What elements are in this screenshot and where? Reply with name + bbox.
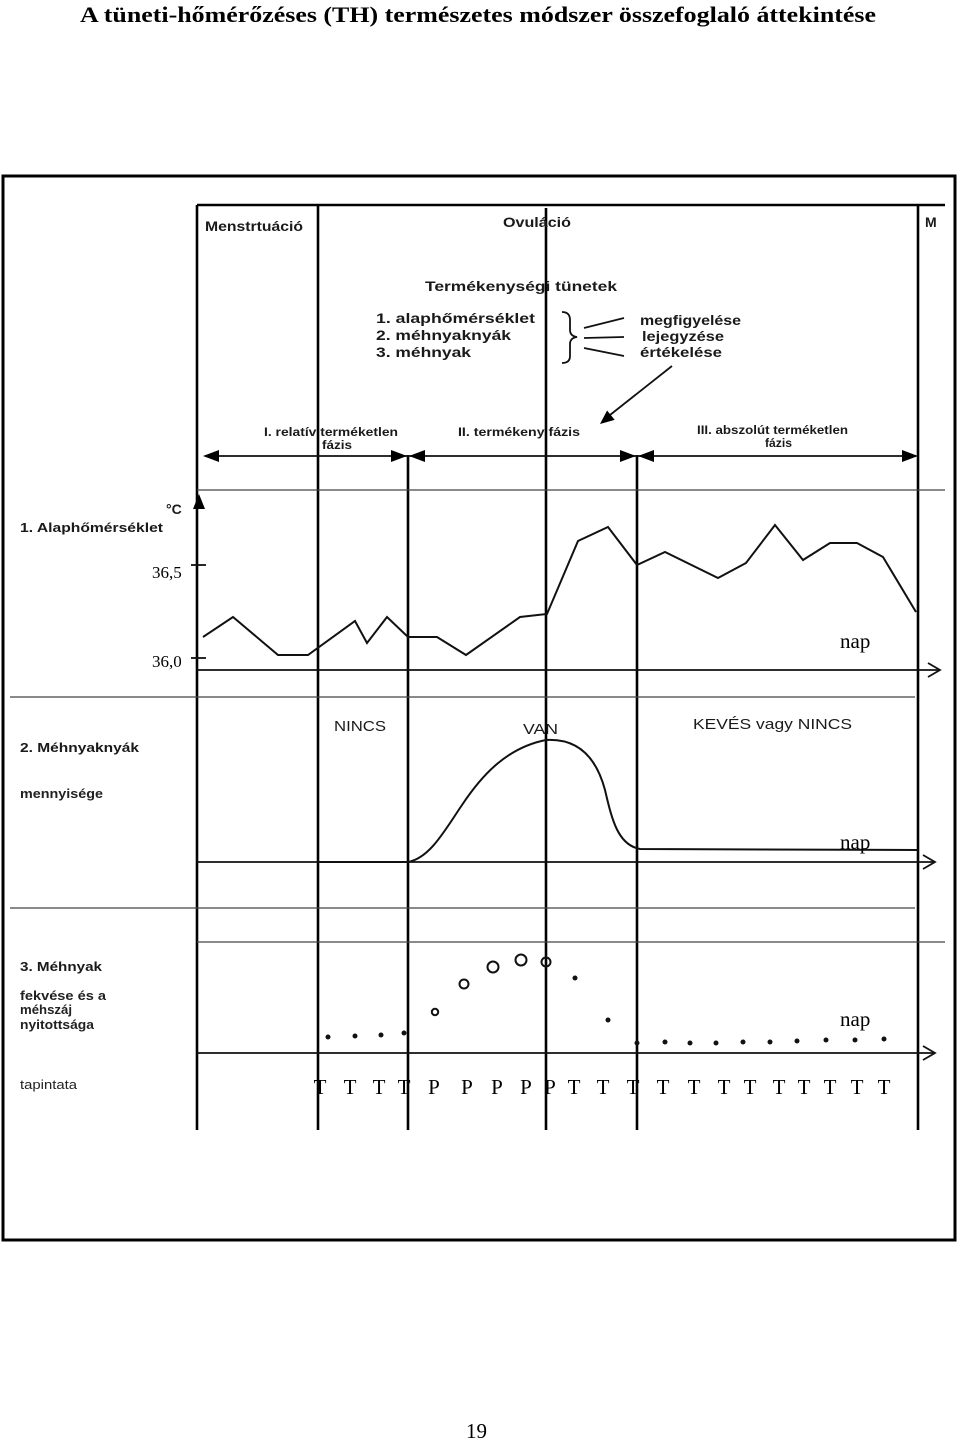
palpation-mark: P xyxy=(544,1075,556,1099)
x-axis-label: nap xyxy=(840,1007,871,1031)
palpation-mark: T xyxy=(343,1075,357,1099)
cervix-marker-closed xyxy=(573,976,578,981)
cervix-marker-closed xyxy=(326,1035,331,1040)
phase-3-label-line2: fázis xyxy=(765,436,793,450)
section-cervix xyxy=(20,955,935,1100)
y-axis-arrowhead xyxy=(193,494,205,509)
palpation-mark: P xyxy=(428,1075,440,1099)
palpation-mark: T xyxy=(717,1075,731,1099)
cervix-marker-closed xyxy=(882,1037,887,1042)
palpation-mark: T xyxy=(850,1075,864,1099)
cervix-marker-closed xyxy=(635,1041,640,1046)
cervix-marker-closed xyxy=(714,1041,719,1046)
phase-arrowhead xyxy=(638,450,654,462)
section-2-label: 2. Méhnyaknyák xyxy=(20,740,140,755)
page-title: A tüneti-hőmérőzéses (TH) természetes módszer összefoglaló áttekintése xyxy=(80,2,877,27)
section-3-sublabel: méhszáj xyxy=(20,1003,72,1017)
cervix-marker-closed xyxy=(741,1040,746,1045)
section-3-sublabel: fekvése és a xyxy=(20,989,108,1003)
palpation-mark: T xyxy=(772,1075,786,1099)
cervix-marker-closed xyxy=(402,1031,407,1036)
symptoms-heading: Termékenységi tünetek xyxy=(425,278,618,294)
section-basal-temperature xyxy=(20,494,940,677)
palpation-mark: T xyxy=(596,1075,610,1099)
phase-1-label: I. relatív terméketlen xyxy=(264,425,398,439)
cervix-marker-closed xyxy=(379,1033,384,1038)
phase-arrowhead xyxy=(620,450,636,462)
cervix-marker-open xyxy=(516,955,527,966)
section-3-sublabel: nyitottsága xyxy=(20,1018,96,1032)
palpation-mark: T xyxy=(626,1075,640,1099)
palpation-mark: P xyxy=(491,1075,503,1099)
ovulation-label: Ovuláció xyxy=(503,214,571,230)
cervix-marker-closed xyxy=(353,1034,358,1039)
palpation-mark: T xyxy=(687,1075,701,1099)
palpation-mark: P xyxy=(520,1075,532,1099)
mucus-state-low: KEVÉS vagy NINCS xyxy=(693,716,852,733)
mucus-state-none: NINCS xyxy=(334,718,386,735)
basal-temperature-curve xyxy=(203,525,916,655)
symptom-item: 1. alaphőmérséklet xyxy=(376,310,536,326)
temperature-unit: °C xyxy=(166,501,182,517)
phase-arrowhead xyxy=(409,450,425,462)
grid-lines xyxy=(10,205,945,1130)
cervix-marker-closed xyxy=(853,1038,858,1043)
palpation-mark: T xyxy=(797,1075,811,1099)
section-3-label: 3. Méhnyak xyxy=(20,959,103,974)
palpation-label: tapintata xyxy=(20,1078,78,1092)
y-tick-label: 36,5 xyxy=(152,563,182,582)
x-axis-label: nap xyxy=(840,629,871,653)
phase-1-label-line2: fázis xyxy=(322,438,353,452)
palpation-mark: T xyxy=(313,1075,327,1099)
phase-span-arrows xyxy=(203,450,918,462)
palpation-mark: T xyxy=(567,1075,581,1099)
palpation-mark: T xyxy=(397,1075,411,1099)
palpation-mark: T xyxy=(743,1075,757,1099)
action-item: értékelése xyxy=(640,344,723,360)
palpation-mark: T xyxy=(656,1075,670,1099)
palpation-mark: T xyxy=(372,1075,386,1099)
cervix-marker-open xyxy=(488,962,499,973)
section-1-label: 1. Alaphőmérséklet xyxy=(20,520,164,535)
cervix-marker-closed xyxy=(824,1038,829,1043)
cervix-marker-closed xyxy=(663,1040,668,1045)
palpation-sequence xyxy=(314,1075,891,1099)
pointer-arrow-line xyxy=(610,366,672,415)
phase-arrowhead xyxy=(203,450,219,462)
cervix-marker-open xyxy=(432,1009,438,1015)
connector-line xyxy=(584,337,624,338)
symptom-item: 2. méhnyaknyák xyxy=(376,327,512,343)
cervix-marker-closed xyxy=(606,1018,611,1023)
cervix-marker-closed xyxy=(688,1041,693,1046)
section-2-sublabel: mennyisége xyxy=(20,787,104,801)
cervix-marker-closed xyxy=(795,1039,800,1044)
action-item: lejegyzése xyxy=(642,328,725,344)
x-axis-label: nap xyxy=(840,830,871,854)
symptom-item: 3. méhnyak xyxy=(376,344,472,360)
action-item: megfigyelése xyxy=(640,312,742,328)
connector-line xyxy=(584,348,624,356)
connector-line xyxy=(584,318,624,328)
menstruation-label: Menstrtuáció xyxy=(205,218,303,234)
y-tick-label: 36,0 xyxy=(152,652,182,671)
cervix-marker-closed xyxy=(768,1040,773,1045)
section-cervical-mucus xyxy=(20,716,935,869)
palpation-mark: P xyxy=(461,1075,473,1099)
phase-arrowhead xyxy=(391,450,407,462)
brace-symbol xyxy=(562,312,577,363)
cervix-marker-open xyxy=(460,980,469,989)
mucus-state-present: VAN xyxy=(523,721,558,738)
palpation-mark: T xyxy=(823,1075,837,1099)
page-number: 19 xyxy=(466,1419,487,1442)
phase-2-label: II. termékeny fázis xyxy=(458,425,581,439)
phase-3-label: III. abszolút terméketlen xyxy=(697,423,848,437)
next-menstruation-label: M xyxy=(925,214,937,230)
phase-arrowhead xyxy=(902,450,918,462)
palpation-mark: T xyxy=(877,1075,891,1099)
